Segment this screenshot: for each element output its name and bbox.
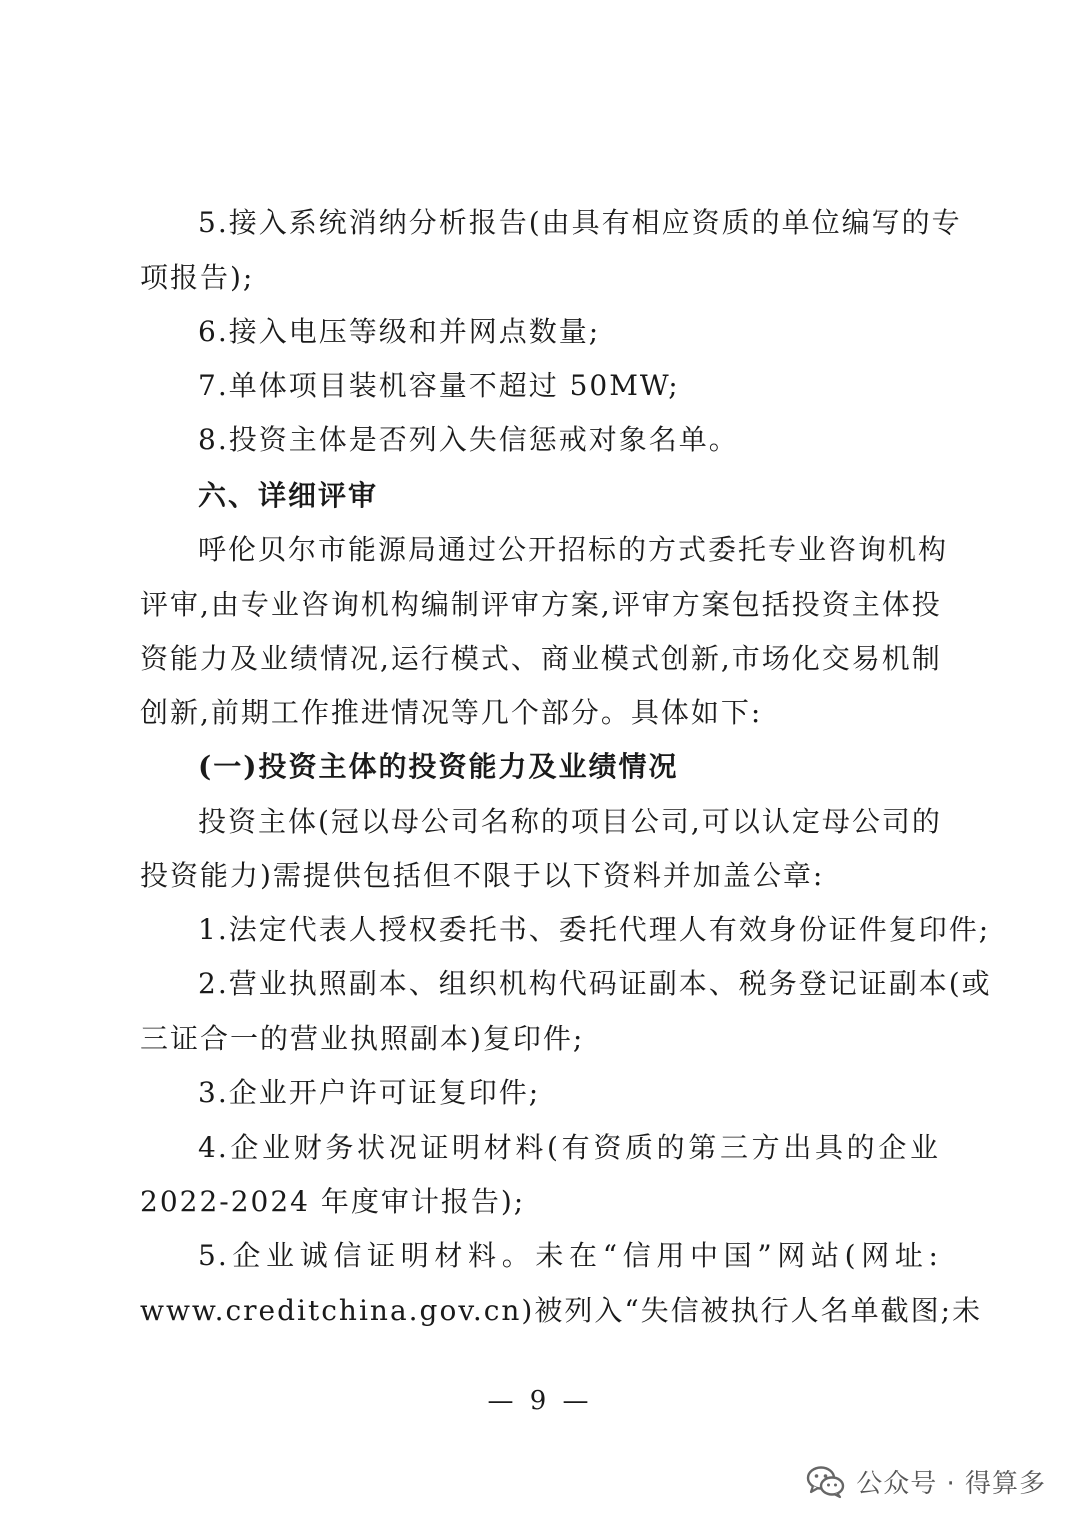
item-5-line-2: 项报告); [140, 261, 255, 294]
wechat-watermark [806, 1463, 1046, 1500]
watermark-text: 公众号 · 得算多 [856, 1469, 1046, 1499]
material-item-5-line-2: www.creditchina.gov.cn)被列入“失信被执行人名单截图;未 [140, 1294, 983, 1327]
item-5-line-1: 5.接入系统消纳分析报告(由具有相应资质的单位编写的专 [198, 206, 962, 239]
material-item-3: 3.企业开户许可证复印件; [198, 1076, 541, 1109]
item-7: 7.单体项目装机容量不超过 50MW; [198, 369, 680, 402]
material-item-5-line-1: 5.企业诚信证明材料。未在“信用中国”网站(网址: [198, 1239, 940, 1272]
material-item-2-line-1: 2.营业执照副本、组织机构代码证副本、税务登记证副本(或 [198, 967, 992, 1000]
subsection-heading: (一)投资主体的投资能力及业绩情况 [198, 750, 679, 783]
section-heading: 六、详细评审 [198, 479, 379, 512]
item-6: 6.接入电压等级和并网点数量; [198, 315, 601, 348]
paragraph-line-2: 评审,由专业咨询机构编制评审方案,评审方案包括投资主体投 [140, 588, 942, 621]
material-item-2-line-2: 三证合一的营业执照副本)复印件; [140, 1022, 585, 1055]
material-item-4-line-1: 4.企业财务状况证明材料(有资质的第三方出具的企业 [198, 1131, 940, 1164]
investor-paragraph-line-2: 投资能力)需提供包括但不限于以下资料并加盖公章: [140, 859, 825, 892]
page-number: — 9 — [487, 1386, 593, 1416]
wechat-icon [806, 1465, 846, 1499]
paragraph-line-3: 资能力及业绩情况,运行模式、商业模式创新,市场化交易机制 [140, 642, 942, 675]
paragraph-line-4: 创新,前期工作推进情况等几个部分。具体如下: [140, 696, 763, 729]
material-item-4-line-2: 2022-2024 年度审计报告); [140, 1185, 526, 1218]
item-8: 8.投资主体是否列入失信惩戒对象名单。 [198, 423, 739, 456]
paragraph-line-1: 呼伦贝尔市能源局通过公开招标的方式委托专业咨询机构 [198, 533, 949, 566]
material-item-1: 1.法定代表人授权委托书、委托代理人有效身份证件复印件; [198, 913, 991, 946]
investor-paragraph-line-1: 投资主体(冠以母公司名称的项目公司,可以认定母公司的 [198, 805, 942, 838]
